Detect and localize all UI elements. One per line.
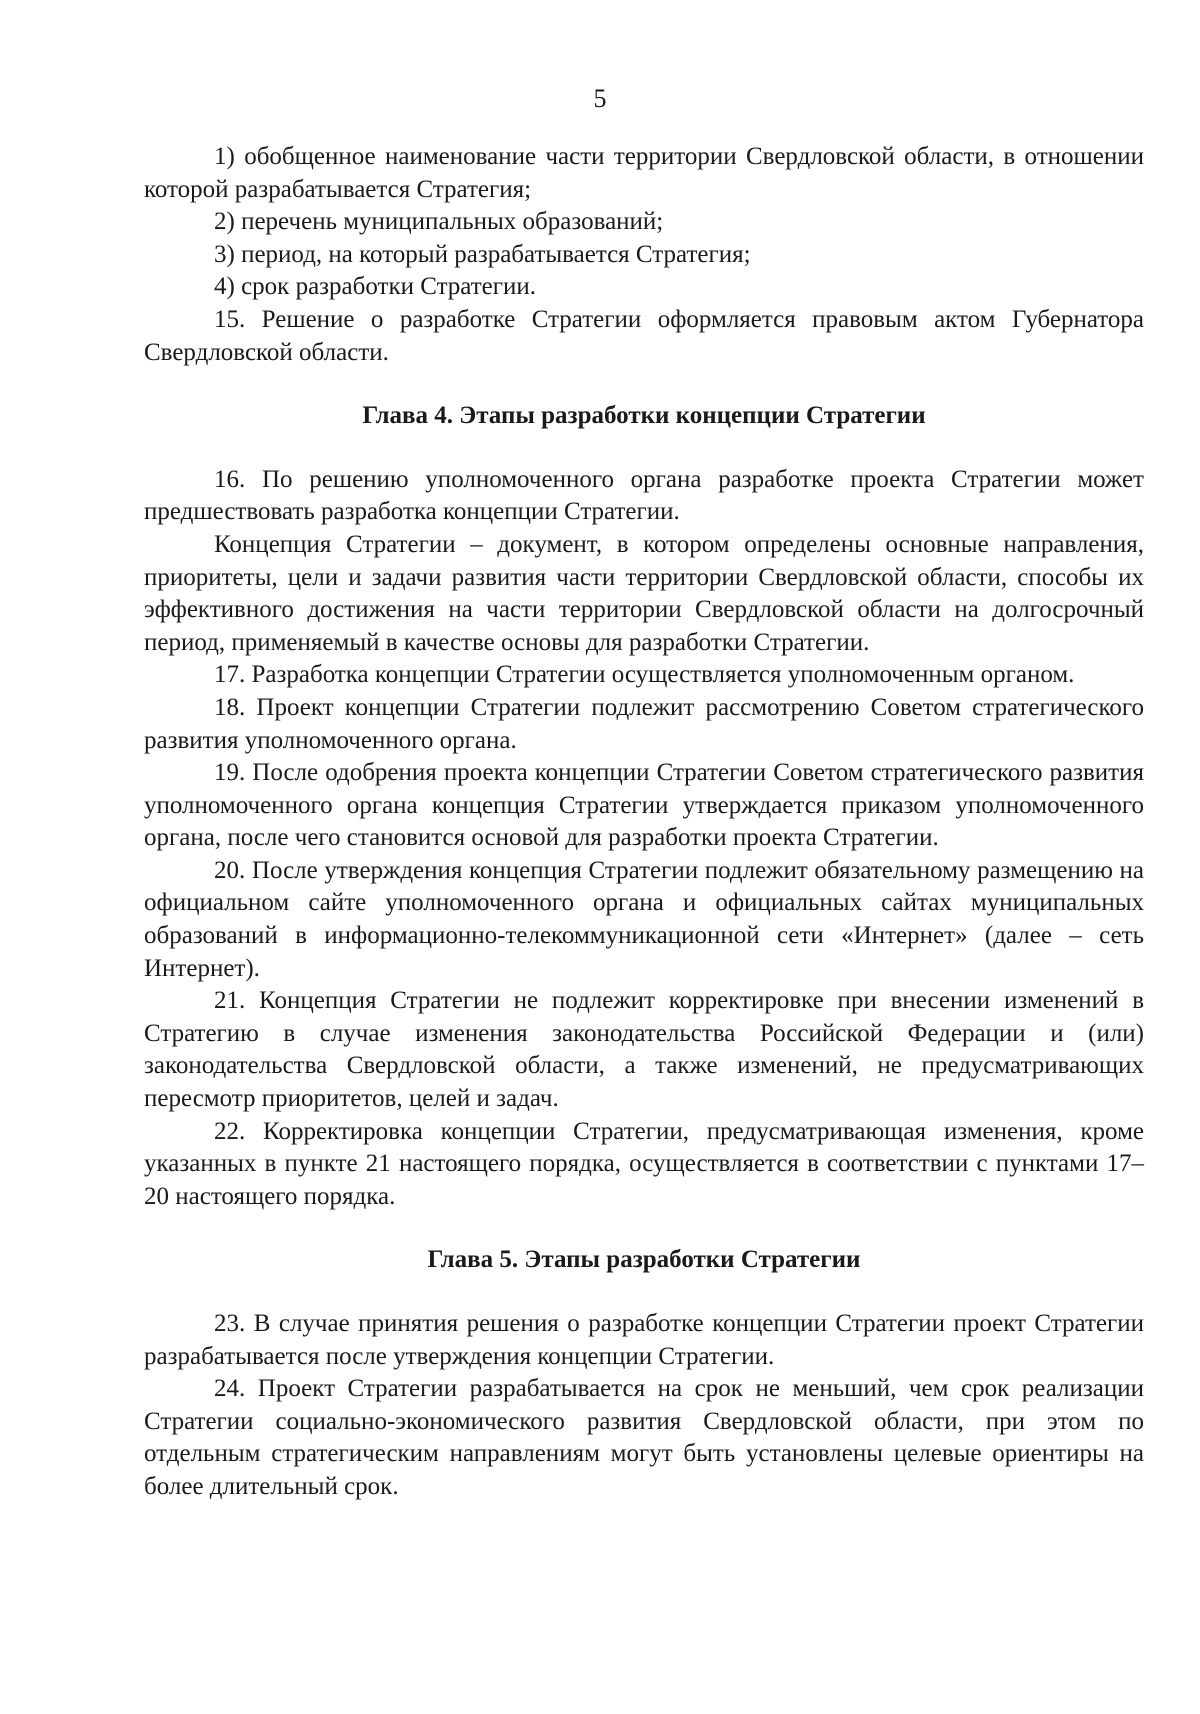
paragraph-19: 19. После одобрения проекта концепции Стратегии Советом стратегического развития уполномоченного органа концепция Стратегии утверждается приказом уполномоченного органа, после чего становится основой для разработки проекта Стратегии. [144,759,1144,852]
list-item-territory-name: 1) обобщенное наименование части территории Свердловской области, в отношении которой разрабатывается Стратегия; [144,143,1144,203]
chapter-4-title: Глава 4. Этапы разработки концепции Стратегии [362,402,926,430]
page-number: 5 [593,84,607,113]
paragraph-concept-definition: Концепция Стратегии – документ, в котором определены основные направления, приоритеты, цели и задачи развития части территории Свердловской области, способы их эффективного достижения на части территории Свердловской области на долгосрочный период, применяемый в качестве основы для разработки Стратегии. [144,530,1144,656]
paragraph-23: 23. В случае принятия решения о разработке концепции Стратегии проект Стратегии разрабатывается после утверждения концепции Стратегии. [144,1310,1144,1370]
paragraph-18: 18. Проект концепции Стратегии подлежит рассмотрению Советом стратегического развития уполномоченного органа. [144,693,1144,754]
paragraph-15: 15. Решение о разработке Стратегии оформляется правовым актом Губернатора Свердловской области. [144,305,1144,366]
paragraph-20: 20. После утверждения концепция Стратегии подлежит обязательному размещению на официальном сайте уполномоченного органа и официальных сайтах муниципальных образований в информационно-телекоммуникационной сети «Интернет» (далее – сеть Интернет). [144,856,1144,982]
paragraph-21: 21. Концепция Стратегии не подлежит корректировке при внесении изменений в Стратегию в случае изменения законодательства Российской Федерации и (или) законодательства Свердловской области, а также изменений, не предусматривающих пересмотр приоритетов, целей и задач. [144,987,1144,1113]
paragraph-22: 22. Корректировка концепции Стратегии, предусматривающая изменения, кроме указанных в пункте 21 настоящего порядка, осуществляется в соответствии с пунктами 17–20 настоящего порядка. [144,1117,1144,1210]
document-body [144,141,1144,1504]
list-item-deadline: 4) срок разработки Стратегии. [214,273,537,301]
paragraph-24: 24. Проект Стратегии разрабатывается на срок не меньший, чем срок реализации Стратегии социально-экономического развития Свердловской области, при этом по отдельным стратегическим направлениям могут быть установлены целевые ориентиры на более длительный срок. [144,1375,1144,1500]
paragraph-17: 17. Разработка концепции Стратегии осуществляется уполномоченным органом. [214,661,1075,689]
list-item-period: 3) период, на который разрабатывается Стратегия; [214,240,751,268]
chapter-5-title: Глава 5. Этапы разработки Стратегии [427,1246,861,1274]
paragraph-16: 16. По решению уполномоченного органа разработке проекта Стратегии может предшествовать разработка концепции Стратегии. [144,465,1144,526]
list-item-municipalities: 2) перечень муниципальных образований; [214,208,664,236]
